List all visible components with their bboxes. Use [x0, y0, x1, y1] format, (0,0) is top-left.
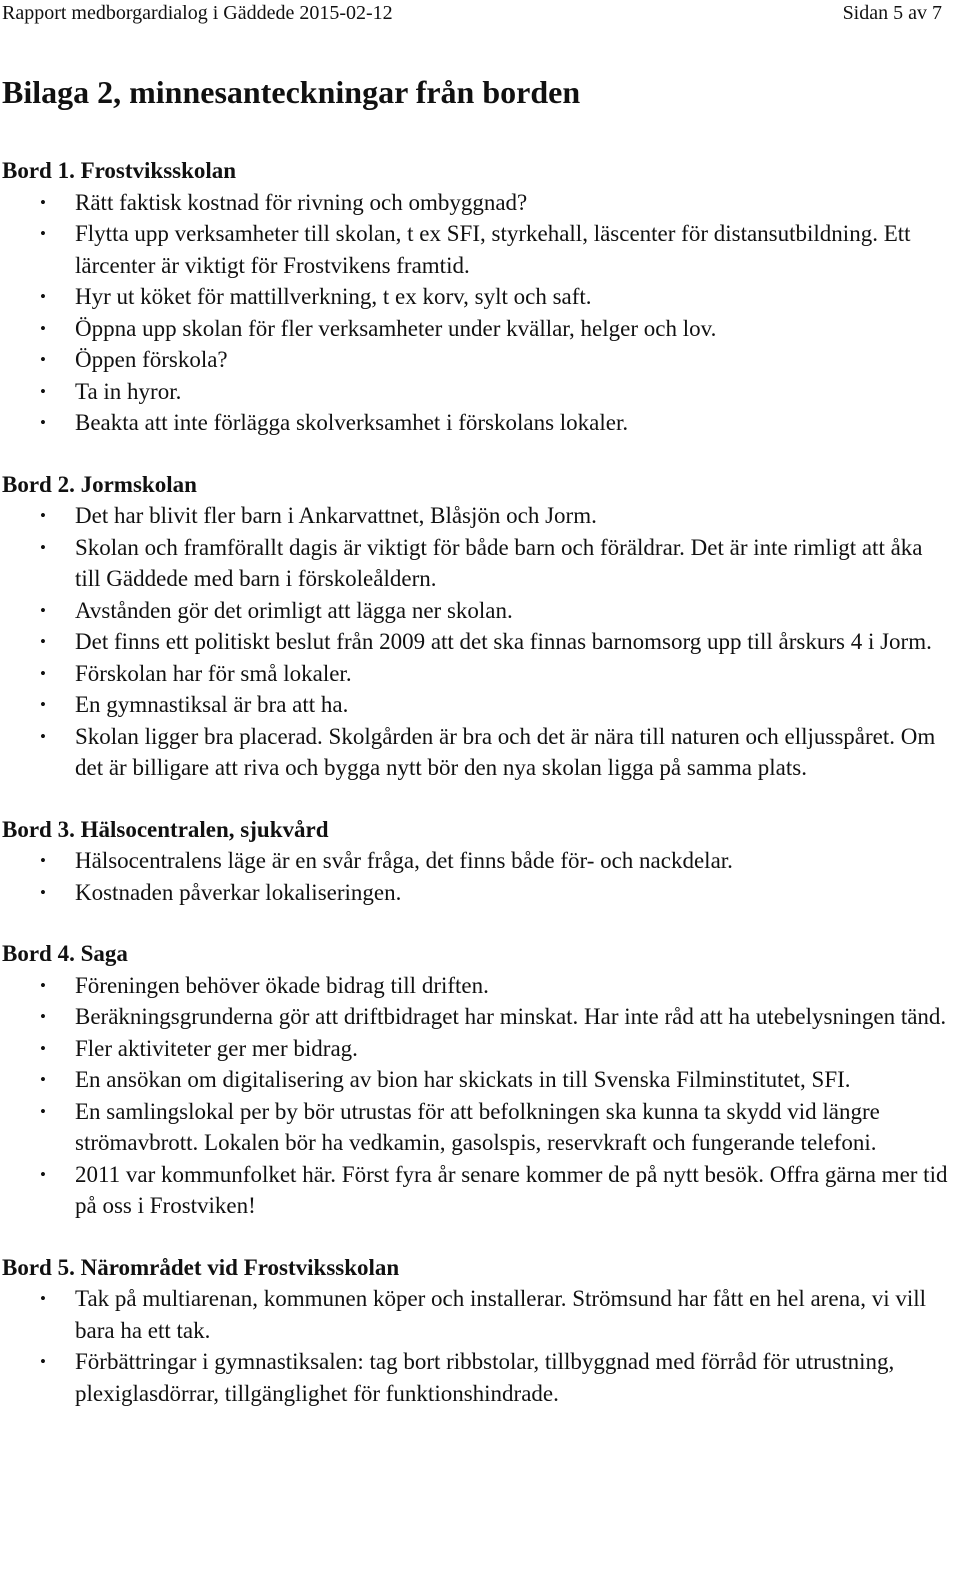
list-item — [2, 187, 952, 219]
list-item — [2, 1346, 952, 1409]
list-item-text: Avstånden gör det orimligt att lägga ner skolan. — [75, 597, 513, 623]
list-item-text: Kostnaden påverkar lokaliseringen. — [75, 879, 402, 905]
list-item — [2, 500, 952, 532]
list-item — [2, 877, 952, 909]
list-item — [2, 313, 952, 345]
report-title-header: Rapport medborgardialog i Gäddede 2015-02-12 — [2, 2, 393, 24]
bullet-icon: • — [40, 1038, 46, 1058]
bullet-list — [2, 845, 952, 908]
bullet-icon: • — [40, 318, 46, 338]
table-notes-section — [2, 155, 952, 439]
list-item — [2, 281, 952, 313]
list-item — [2, 689, 952, 721]
section-heading: Bord 4. Saga — [2, 941, 128, 966]
bullet-icon: • — [40, 632, 46, 651]
table-notes-section — [2, 469, 952, 784]
list-item-text: Skolan och framförallt dagis är viktigt för både barn och föräldrar. Det är inte rimligt att åka till Gäddede med barn i förskoleåldern. — [75, 534, 923, 591]
list-item-text: Tak på multiarenan, kommunen köper och installerar. Strömsund har fått en hel arena, vi vill bara ha ett tak. — [75, 1286, 927, 1343]
list-item-text: Flytta upp verksamheter till skolan, t ex SFI, styrkehall, läscenter för distansutbildning. Ett lärcenter är viktigt för Frostvikens framtid. — [75, 221, 911, 278]
bullet-icon: • — [40, 695, 46, 714]
bullet-list — [2, 1283, 952, 1409]
list-item — [2, 1064, 952, 1096]
list-item — [2, 970, 952, 1002]
list-item — [2, 376, 952, 408]
list-item-text: Hyr ut köket för mattillverkning, t ex korv, sylt och saft. — [75, 284, 592, 309]
bullet-icon: • — [40, 192, 46, 212]
bullet-icon: • — [40, 224, 46, 243]
list-item-text: Öppen förskola? — [75, 347, 228, 372]
section-heading: Bord 2. Jormskolan — [2, 471, 197, 497]
bullet-icon: • — [40, 851, 46, 870]
list-item — [2, 218, 952, 281]
section-heading: Bord 5. Närområdet vid Frostviksskolan — [2, 1254, 400, 1280]
list-item-text: Hälsocentralens läge är en svår fråga, det finns både för- och nackdelar. — [75, 848, 733, 873]
page-title: Bilaga 2, minnesanteckningar från borden — [2, 74, 581, 110]
list-item — [2, 721, 952, 784]
list-item — [2, 595, 952, 627]
bullet-icon: • — [40, 537, 46, 557]
page-number: Sidan 5 av 7 — [842, 2, 942, 24]
list-item-text: En samlingslokal per by bör utrustas för att befolkningen ska kunna ta skydd vid längre strömavbrott. Lokalen bör ha vedkamin, gasolspis, reservkraft och fungerande telefoni. — [75, 1098, 880, 1155]
list-item-text: Beakta att inte förlägga skolverksamhet i förskolans lokaler. — [75, 410, 629, 435]
list-item-text: Ta in hyror. — [75, 378, 182, 404]
bullet-icon: • — [40, 1101, 46, 1121]
bullet-icon: • — [40, 975, 46, 995]
bullet-icon: • — [40, 726, 46, 746]
bullet-icon: • — [40, 287, 46, 306]
list-item-text: Det finns ett politiskt beslut från 2009 att det ska finnas barnomsorg upp till årskurs 4 i Jorm. — [75, 629, 932, 654]
bullet-list — [2, 500, 952, 784]
bullet-icon: • — [40, 1164, 46, 1184]
list-item — [2, 845, 952, 877]
section-heading: Bord 3. Hälsocentralen, sjukvård — [2, 816, 329, 842]
list-item-text: En gymnastiksal är bra att ha. — [75, 692, 349, 717]
bullet-icon: • — [40, 1070, 46, 1089]
bullet-icon: • — [40, 882, 46, 902]
list-item-text: Rätt faktisk kostnad för rivning och ombyggnad? — [75, 189, 528, 215]
bullet-icon: • — [40, 663, 46, 683]
table-notes-section — [2, 814, 952, 909]
table-notes-section — [2, 938, 952, 1222]
table-notes-section — [2, 1252, 952, 1410]
section-heading: Bord 1. Frostviksskolan — [2, 158, 237, 183]
list-item — [2, 1159, 952, 1222]
list-item — [2, 1033, 952, 1065]
list-item-text: Fler aktiviteter ger mer bidrag. — [75, 1035, 358, 1061]
list-item — [2, 407, 952, 439]
list-item — [2, 1283, 952, 1346]
list-item-text: Beräkningsgrunderna gör att driftbidraget har minskat. Har inte råd att ha utebelysningen tänd. — [75, 1004, 947, 1029]
list-item-text: Det har blivit fler barn i Ankarvattnet, Blåsjön och Jorm. — [75, 503, 597, 528]
bullet-icon: • — [40, 600, 46, 620]
bullet-icon: • — [40, 1352, 46, 1371]
list-item-text: Skolan ligger bra placerad. Skolgården är bra och det är nära till naturen och elljusspåret. Om det är billigare att riva och bygga nytt bör den nya skolan ligga på samma plats. — [75, 723, 936, 780]
list-item — [2, 1096, 952, 1159]
list-item — [2, 344, 952, 376]
notes-body — [2, 155, 952, 1439]
list-item-text: Öppna upp skolan för fler verksamheter under kvällar, helger och lov. — [75, 315, 717, 341]
bullet-list — [2, 970, 952, 1222]
bullet-icon: • — [40, 1007, 46, 1026]
list-item — [2, 532, 952, 595]
list-item-text: Föreningen behöver ökade bidrag till driften. — [75, 972, 489, 998]
list-item-text: Förskolan har för små lokaler. — [75, 660, 352, 686]
list-item-text: 2011 var kommunfolket här. Först fyra år senare kommer de på nytt besök. Offra gärna mer tid på oss i Frostviken! — [75, 1161, 948, 1218]
bullet-icon: • — [40, 506, 46, 525]
list-item — [2, 626, 952, 658]
list-item-text: En ansökan om digitalisering av bion har skickats in till Svenska Filminstitutet, SFI. — [75, 1067, 851, 1092]
bullet-icon: • — [40, 1289, 46, 1308]
bullet-icon: • — [40, 381, 46, 401]
list-item — [2, 1001, 952, 1033]
bullet-icon: • — [40, 413, 46, 432]
running-header — [2, 0, 942, 30]
bullet-list — [2, 187, 952, 439]
list-item-text: Förbättringar i gymnastiksalen: tag bort ribbstolar, tillbyggnad med förråd för utrustning, plexiglasdörrar, tillgänglighet för funktionshindrade. — [75, 1349, 895, 1406]
bullet-icon: • — [40, 350, 46, 369]
list-item — [2, 658, 952, 690]
